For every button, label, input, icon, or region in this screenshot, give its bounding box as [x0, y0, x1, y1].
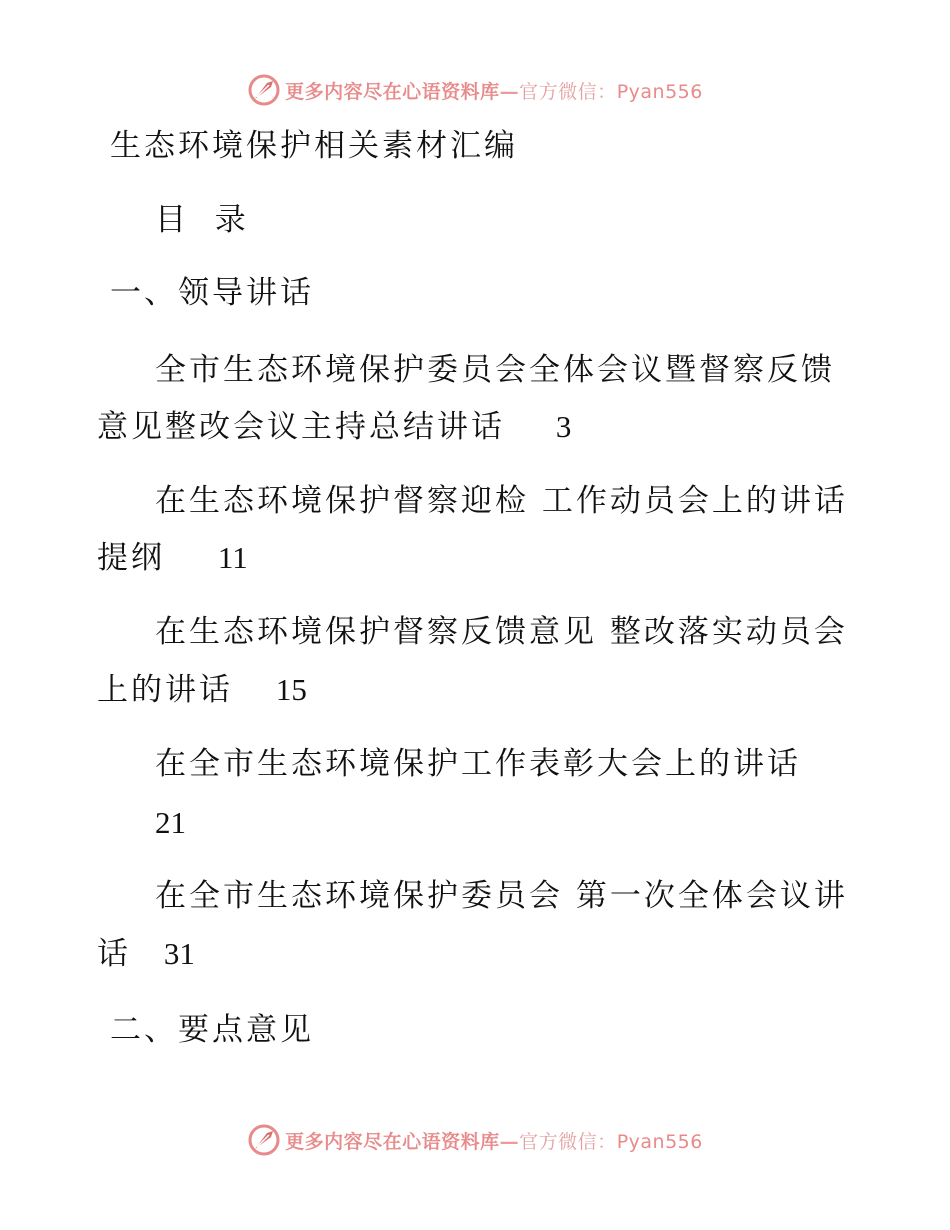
watermark-banner-top: [0, 70, 950, 110]
toc-entry-4-line1[interactable]: 在全市生态环境保护工作表彰大会上的讲话: [155, 746, 801, 782]
watermark-wechat-label: 官方微信：: [519, 1130, 617, 1153]
watermark-wechat-label: 官方微信：: [519, 80, 617, 103]
watermark-handle: Pyan556: [616, 80, 703, 103]
toc-entry-2-line2[interactable]: [97, 538, 248, 578]
toc-entry-5-page: 31: [163, 936, 195, 971]
watermark-site: 更多内容尽在心语资料库: [285, 80, 500, 103]
quill-logo-icon: [247, 1123, 281, 1157]
watermark-text: [285, 1127, 703, 1154]
toc-entry-2-page: 11: [217, 540, 248, 575]
toc-entry-3-line2[interactable]: [97, 670, 307, 710]
quill-logo-icon: [247, 73, 281, 107]
toc-entry-1-line1[interactable]: 全市生态环境保护委员会全体会议暨督察反馈: [155, 352, 835, 388]
toc-entry-3-page: 15: [275, 672, 307, 707]
toc-entry-3-text: 上的讲话: [97, 672, 233, 708]
watermark-site: 更多内容尽在心语资料库: [285, 1130, 500, 1153]
toc-heading: 目 录: [155, 202, 249, 238]
toc-entry-1-page: 3: [555, 409, 572, 444]
toc-entry-5-line1[interactable]: 在全市生态环境保护委员会 第一次全体会议讲: [155, 878, 848, 914]
toc-entry-1-line2[interactable]: [97, 407, 571, 447]
toc-entry-2-text: 提纲: [97, 540, 165, 576]
watermark-dash: —: [499, 80, 520, 103]
toc-entry-5-text: 话: [97, 936, 131, 972]
toc-entry-3-line1[interactable]: 在生态环境保护督察反馈意见 整改落实动员会: [155, 614, 848, 650]
toc-entry-1-text: 意见整改会议主持总结讲话: [97, 409, 505, 445]
toc-entry-4-line2[interactable]: [155, 803, 186, 843]
watermark-handle: Pyan556: [616, 1130, 703, 1153]
toc-entry-4-page: 21: [155, 805, 186, 840]
section-heading-1: 一、领导讲话: [110, 275, 314, 311]
document-title: 生态环境保护相关素材汇编: [110, 128, 518, 164]
watermark-banner-bottom: [0, 1120, 950, 1160]
toc-entry-2-line1[interactable]: 在生态环境保护督察迎检 工作动员会上的讲话: [155, 483, 848, 519]
watermark-dash: —: [499, 1130, 520, 1153]
watermark-text: [285, 77, 703, 104]
toc-entry-5-line2[interactable]: [97, 934, 195, 974]
section-heading-2: 二、要点意见: [110, 1012, 314, 1048]
